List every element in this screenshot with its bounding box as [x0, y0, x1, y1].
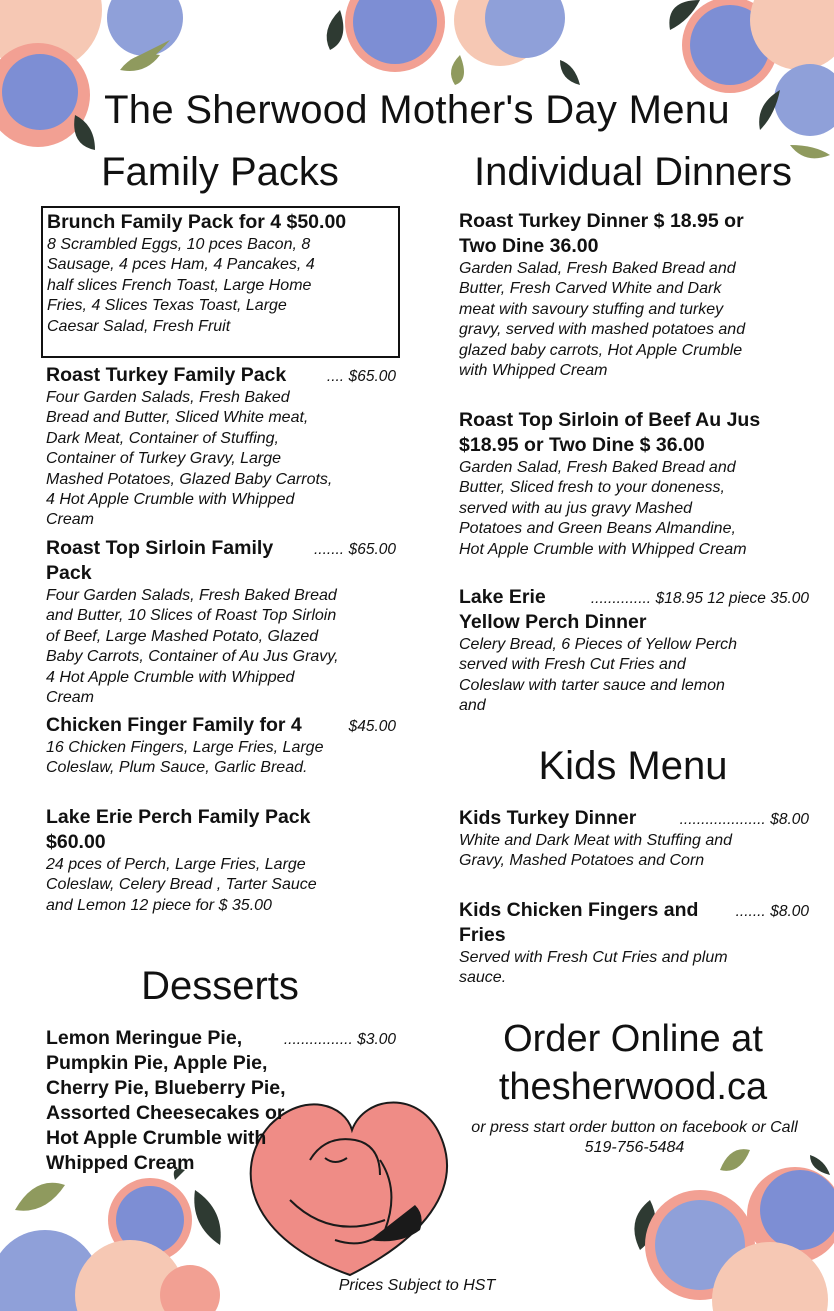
dessert-first-line: Lemon Meringue Pie, — [46, 1027, 243, 1049]
flower-top-center-icon — [320, 0, 580, 90]
item-description: 24 pces of Perch, Large Fries, Large Coleslaw, Celery Bread , Tarter Sauce and Lemon 12 piece for $ 35.00 — [46, 856, 317, 914]
leader-dots: .................... — [679, 811, 766, 828]
item-description: White and Dark Meat with Stuffing and Gravy, Mashed Potatoes and Corn — [459, 832, 733, 870]
item-name: Kids Chicken Fingers and — [459, 899, 699, 921]
desserts-heading: Desserts — [141, 964, 299, 1008]
item-description: 8 Scrambled Eggs, 10 pces Bacon, 8 Sausage, 4 pces Ham, 4 Pancakes, 4 half slices French Toast, Large Home Fries, 4 Slices Texas Toast, Large Caesar Salad, Fresh Fruit — [47, 236, 315, 335]
website-link[interactable]: thesherwood.ca — [498, 1066, 768, 1108]
tax-footer: Prices Subject to HST — [338, 1277, 496, 1294]
item-name: Brunch Family Pack for 4 $50.00 — [47, 211, 347, 233]
item-price: $65.00 — [348, 368, 396, 385]
item-description: Celery Bread, 6 Pieces of Yellow Perch served with Fresh Cut Fries and Coleslaw with tarter sauce and lemon and — [459, 636, 738, 715]
order-note: or press start order button on facebook or Call 519-756-5484 — [471, 1119, 798, 1156]
order-online-line: Order Online at — [503, 1018, 763, 1060]
kids-chicken-fingers — [459, 898, 809, 989]
kids-menu-heading: Kids Menu — [538, 744, 728, 788]
individual-dinners-heading: Individual Dinners — [474, 150, 792, 194]
item-name: Roast Top Sirloin of Beef Au Jus $18.95 or Two Dine $ 36.00 — [459, 409, 761, 456]
item-name-cont: Pack — [46, 562, 92, 584]
item-price: $18.95 12 piece 35.00 — [655, 590, 809, 607]
item-price: $8.00 — [770, 903, 809, 920]
item-name-cont: Yellow Perch Dinner — [459, 611, 647, 633]
roast-sirloin-dinner — [459, 408, 809, 560]
item-name: Lake Erie Perch Family Pack — [46, 806, 311, 828]
item-name: Roast Top Sirloin Family — [46, 537, 274, 559]
yellow-perch-dinner — [459, 585, 809, 717]
item-description: Four Garden Salads, Fresh Baked Bread and Butter, Sliced White meat, Dark Meat, Container of Stuffing, Container of Turkey Gravy, Large Mashed Potatoes, Glazed Baby Carrots, 4 Hot Apple Crumble with Whipped Cream — [46, 389, 333, 529]
item-name: Chicken Finger Family for 4 — [46, 714, 302, 736]
roast-turkey-dinner — [459, 209, 809, 381]
item-description: Four Garden Salads, Fresh Baked Bread and Butter, 10 Slices of Roast Top Sirloin of Beef, Large Mashed Potato, Glazed Baby Carrots, Container of Au Jus Gravy, 4 Hot Apple Crumble with Whipped Cream — [46, 587, 339, 707]
flower-top-right-icon — [660, 0, 834, 160]
item-name-cont: Fries — [459, 924, 506, 946]
item-description: 16 Chicken Fingers, Large Fries, Large Coleslaw, Plum Sauce, Garlic Bread. — [46, 739, 324, 777]
family-packs-heading: Family Packs — [101, 150, 339, 194]
item-price: $8.00 — [770, 811, 809, 828]
perch-family-pack — [46, 805, 396, 916]
item-description: Garden Salad, Fresh Baked Bread and Butter, Sliced fresh to your doneness, served with au jus gravy Mashed Potatoes and Green Beans Almandine, Hot Apple Crumble with Whipped Cream — [459, 459, 747, 558]
item-name: Kids Turkey Dinner — [459, 807, 637, 829]
item-description: Garden Salad, Fresh Baked Bread and Butter, Fresh Carved White and Dark meat with savoury stuffing and turkey gravy, served with mashed potatoes and glazed baby carrots, Hot Apple Crumble with Whipped Cream — [459, 260, 746, 380]
leader-dots: ....... — [313, 541, 345, 558]
kids-turkey-dinner — [459, 806, 809, 872]
item-description: Served with Fresh Cut Fries and plum sauce. — [459, 949, 728, 987]
leader-dots: .............. — [590, 590, 652, 607]
item-price: $65.00 — [348, 541, 396, 558]
item-name: Roast Turkey Family Pack — [46, 364, 287, 386]
chicken-finger-family-pack — [46, 713, 396, 779]
dessert-rest: Pumpkin Pie, Apple Pie, Cherry Pie, Blueberry Pie, Assorted Cheesecakes or Hot Apple Crumble with Whipped Cream — [46, 1052, 286, 1174]
leader-dots: .... — [326, 368, 345, 385]
desserts-list — [46, 1026, 396, 1176]
menu-title: The Sherwood Mother's Day Menu — [104, 88, 730, 132]
dessert-price: $3.00 — [357, 1031, 396, 1048]
roast-sirloin-family-pack — [46, 536, 396, 708]
leader-dots: ................ — [283, 1031, 353, 1048]
item-price: $45.00 — [348, 718, 396, 735]
item-name: Roast Turkey Dinner $ 18.95 or Two Dine 36.00 — [459, 210, 744, 257]
flower-top-left-icon — [0, 0, 180, 160]
item-price: $60.00 — [46, 831, 106, 853]
item-name: Lake Erie — [459, 586, 546, 608]
roast-turkey-family-pack — [46, 363, 396, 531]
leader-dots: ....... — [735, 903, 766, 920]
brunch-family-pack — [41, 206, 400, 358]
